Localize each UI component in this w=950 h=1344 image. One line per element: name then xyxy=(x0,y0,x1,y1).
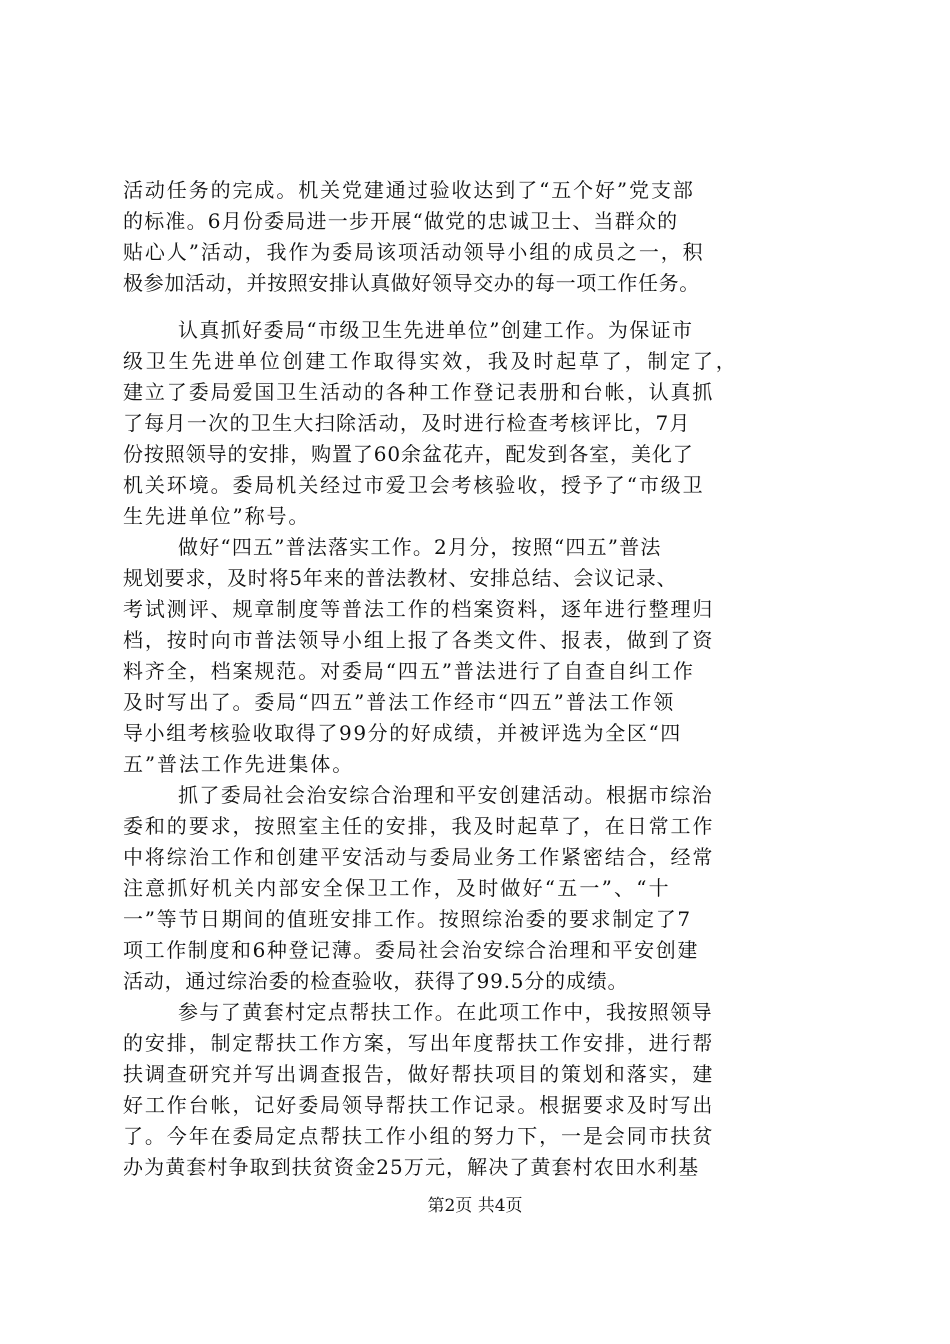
text-line xyxy=(0,501,950,532)
text-line-content: 份按照领导的安排，购置了60余盆花卉，配发到各室，美化了 xyxy=(123,442,694,466)
text-line xyxy=(0,811,950,842)
text-line-content: 考试测评、规章制度等普法工作的档案资料，逐年进行整理归 xyxy=(123,597,715,621)
text-line-content: 注意抓好机关内部安全保卫工作，及时做好“五一”、“十 xyxy=(123,876,671,900)
text-line-content: 了。今年在委局定点帮扶工作小组的努力下，一是会同市扶贫 xyxy=(123,1124,715,1148)
text-line xyxy=(0,439,950,470)
text-line xyxy=(0,1059,950,1090)
text-line xyxy=(0,563,950,594)
text-line-content: 生先进单位”称号。 xyxy=(123,504,311,528)
text-line-content: 参与了黄套村定点帮扶工作。在此项工作中，我按照领导 xyxy=(178,1000,713,1024)
text-line xyxy=(0,687,950,718)
text-line xyxy=(0,377,950,408)
text-line-content: 的安排，制定帮扶工作方案，写出年度帮扶工作安排，进行帮 xyxy=(123,1031,715,1055)
text-line-content: 机关环境。委局机关经过市爱卫会考核验收，授予了“市级卫 xyxy=(123,473,705,497)
text-line-content: 委和的要求，按照室主任的安排，我及时起草了，在日常工作 xyxy=(123,814,715,838)
text-line-content: 活动，通过综治委的检查验收，获得了99.5分的成绩。 xyxy=(123,969,629,993)
text-line xyxy=(0,842,950,873)
text-line-content: 扶调查研究并写出调查报告，做好帮扶项目的策划和落实，建 xyxy=(123,1062,715,1086)
text-line-content: 建立了委局爱国卫生活动的各种工作登记表册和台帐，认真抓 xyxy=(123,380,715,404)
text-line-content: 贴心人”活动，我作为委局该项活动领导小组的成员之一，积 xyxy=(123,240,705,264)
text-line-content: 导小组考核验收取得了99分的好成绩，并被评选为全区“四 xyxy=(123,721,682,745)
text-line-content: 料齐全，档案规范。对委局“四五”普法进行了自查自纠工作 xyxy=(123,659,695,683)
text-line xyxy=(0,175,950,206)
text-line-content: 抓了委局社会治安综合治理和平安创建活动。根据市综治 xyxy=(178,783,713,807)
text-line-content: 了每月一次的卫生大扫除活动，及时进行检查考核评比，7月 xyxy=(123,411,691,435)
text-line xyxy=(0,268,950,299)
text-line xyxy=(0,1028,950,1059)
text-line xyxy=(0,935,950,966)
text-line-content: 中将综治工作和创建平安活动与委局业务工作紧密结合，经常 xyxy=(123,845,715,869)
text-line xyxy=(0,315,950,346)
text-line-content: 一”等节日期间的值班安排工作。按照综治委的要求制定了7 xyxy=(123,907,692,931)
text-line xyxy=(0,1121,950,1152)
text-line xyxy=(0,718,950,749)
text-line xyxy=(0,904,950,935)
text-line-content: 五”普法工作先进集体。 xyxy=(123,752,355,776)
text-line-content: 的标准。6月份委局进一步开展“做党的忠诚卫士、当群众的 xyxy=(123,209,679,233)
text-line-content: 活动任务的完成。机关党建通过验收达到了“五个好”党支部 xyxy=(123,178,695,202)
text-line xyxy=(0,780,950,811)
text-line-content: 级卫生先进单位创建工作取得实效，我及时起草了，制定了， xyxy=(123,349,739,373)
text-line-content: 项工作制度和6种登记薄。委局社会治安综合治理和平安创建 xyxy=(123,938,699,962)
text-line xyxy=(0,346,950,377)
text-line-content: 做好“四五”普法落实工作。2月分，按照“四五”普法 xyxy=(178,535,662,559)
text-line xyxy=(0,1090,950,1121)
text-line xyxy=(0,873,950,904)
text-line xyxy=(0,206,950,237)
text-line-content: 极参加活动，并按照安排认真做好领导交办的每一项工作任务。 xyxy=(123,271,700,295)
text-line xyxy=(0,997,950,1028)
page-number-footer: 第2页 共4页 xyxy=(427,1196,523,1216)
text-line xyxy=(0,1152,950,1183)
text-line xyxy=(0,470,950,501)
text-line-content: 好工作台帐，记好委局领导帮扶工作记录。根据要求及时写出 xyxy=(123,1093,715,1117)
text-line-content: 认真抓好委局“市级卫生先进单位”创建工作。为保证市 xyxy=(178,318,694,342)
text-line xyxy=(0,237,950,268)
text-line xyxy=(0,966,950,997)
text-line-content: 及时写出了。委局“四五”普法工作经市“四五”普法工作领 xyxy=(123,690,676,714)
text-line xyxy=(0,408,950,439)
text-line-content: 办为黄套村争取到扶贫资金25万元，解决了黄套村农田水利基 xyxy=(123,1155,700,1179)
text-line xyxy=(0,749,950,780)
text-line xyxy=(0,625,950,656)
text-line xyxy=(0,656,950,687)
text-line-content: 档，按时向市普法领导小组上报了各类文件、报表，做到了资 xyxy=(123,628,715,652)
text-line xyxy=(0,594,950,625)
text-line xyxy=(0,532,950,563)
text-line-content: 规划要求，及时将5年来的普法教材、安排总结、会议记录、 xyxy=(123,566,678,590)
